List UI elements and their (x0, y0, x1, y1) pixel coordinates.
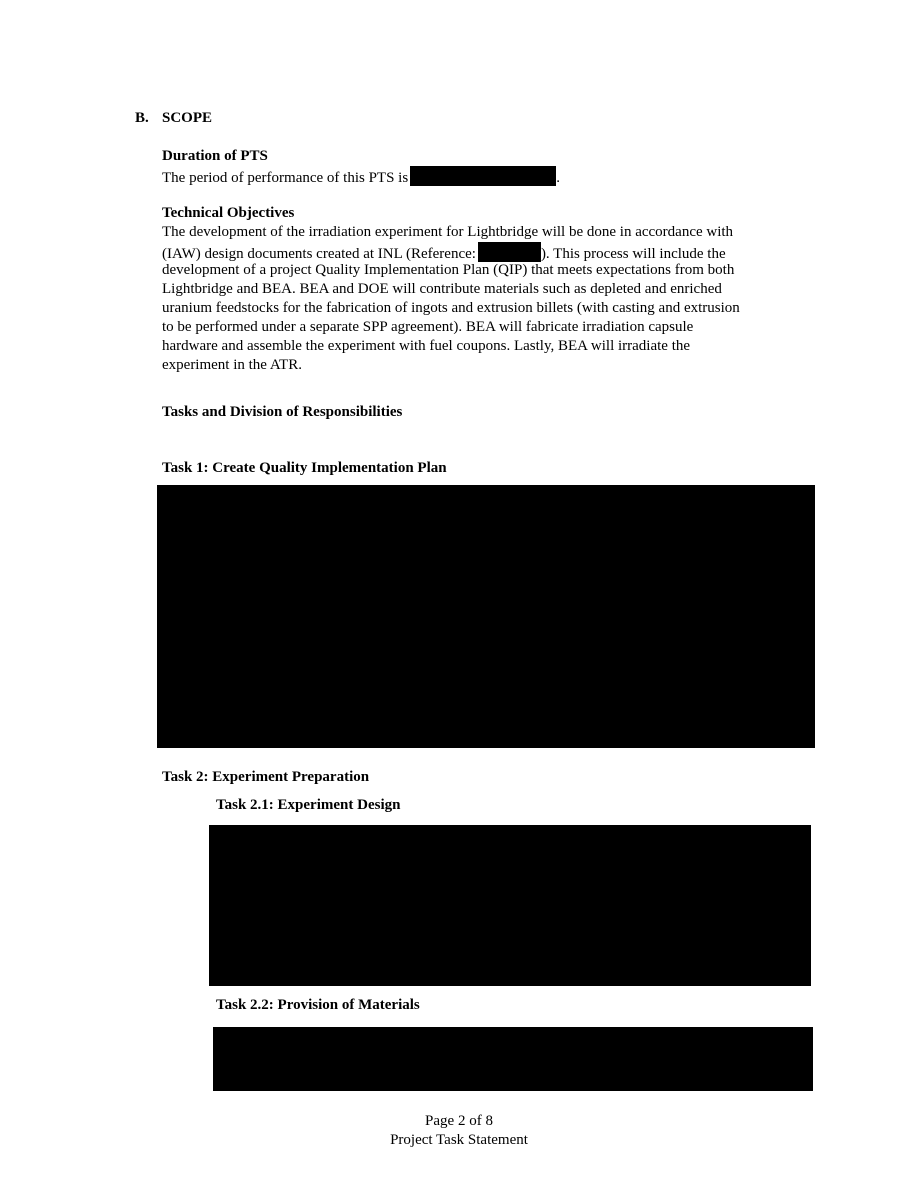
technical-heading: Technical Objectives (162, 205, 295, 221)
duration-text-before: The period of performance of this PTS is (162, 170, 409, 186)
task1-heading: Task 1: Create Quality Implementation Plan (162, 460, 447, 476)
section-letter: B. (135, 110, 149, 126)
redaction-task1 (157, 485, 815, 748)
technical-line-4: Lightbridge and BEA. BEA and DOE will contribute materials such as depleted and enriched (162, 281, 722, 297)
technical-line-7: hardware and assemble the experiment with fuel coupons. Lastly, BEA will irradiate the (162, 338, 691, 354)
duration-text-after: . (556, 170, 560, 186)
task2-1-heading: Task 2.1: Experiment Design (216, 797, 401, 813)
technical-line-6: to be performed under a separate SPP agreement). BEA will fabricate irradiation capsule (162, 319, 694, 335)
technical-line-2-after: ). This process will include the (540, 246, 726, 262)
redaction-task2-2 (213, 1027, 813, 1091)
redaction-period (410, 166, 556, 186)
technical-line-5: uranium feedstocks for the fabrication of ingots and extrusion billets (with casting and extrusion (162, 300, 740, 316)
redaction-reference (478, 242, 541, 262)
technical-line-2-before: (IAW) design documents created at INL (Reference: (162, 246, 476, 262)
task2-2-heading: Task 2.2: Provision of Materials (216, 997, 420, 1013)
redaction-task2-1 (209, 825, 811, 986)
task2-heading: Task 2: Experiment Preparation (162, 769, 370, 785)
technical-line-8: experiment in the ATR. (162, 357, 302, 373)
technical-line-1: The development of the irradiation experiment for Lightbridge will be done in accordance with (162, 224, 734, 240)
section-title: SCOPE (162, 110, 213, 126)
footer-page-number: Page 2 of 8 (425, 1113, 493, 1129)
duration-heading: Duration of PTS (162, 148, 268, 164)
technical-line-3: development of a project Quality Implementation Plan (QIP) that meets expectations from both (162, 262, 735, 278)
footer-document-name: Project Task Statement (390, 1132, 528, 1148)
tasks-heading: Tasks and Division of Responsibilities (162, 404, 403, 420)
duration-text (162, 166, 560, 188)
